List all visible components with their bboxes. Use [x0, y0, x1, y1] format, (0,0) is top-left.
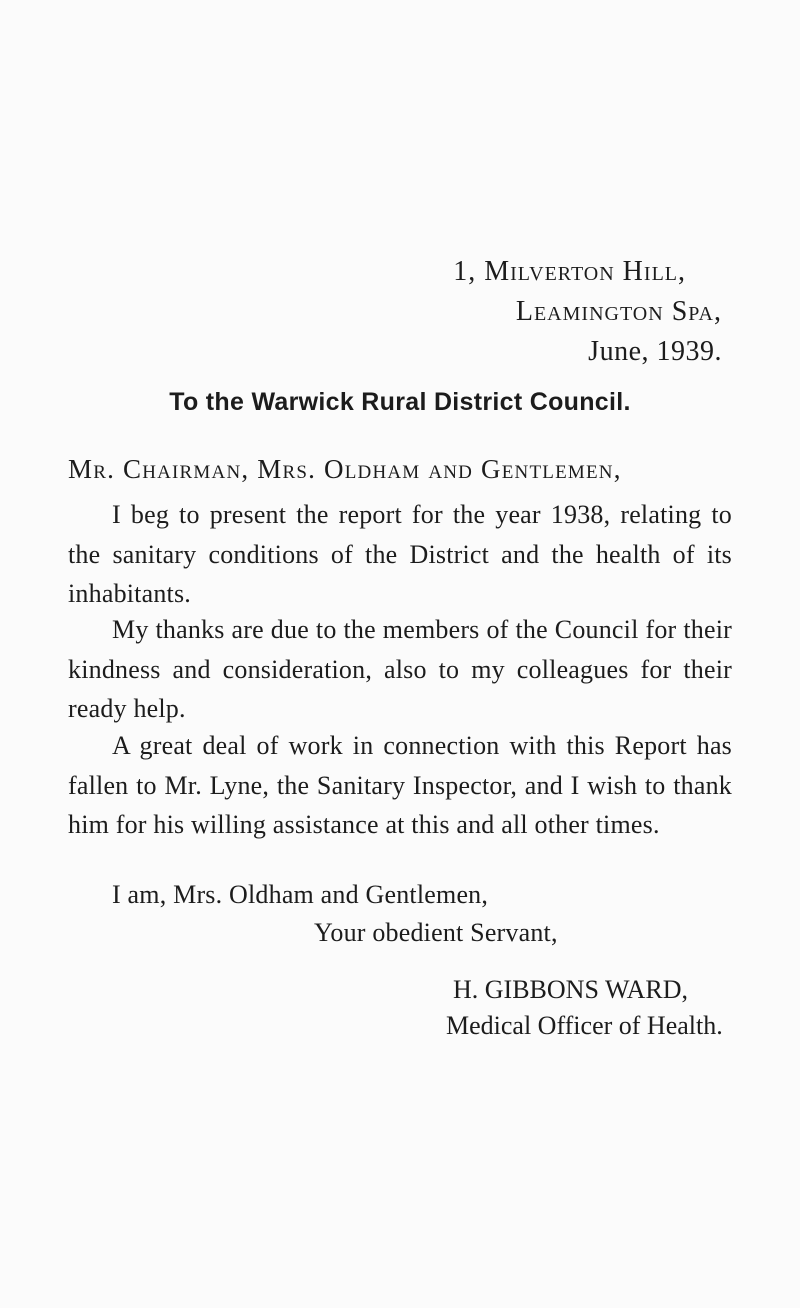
letter-date: June, 1939. [588, 336, 722, 367]
salutation: Mr. Chairman, Mrs. Oldham and Gentlemen, [68, 454, 622, 484]
paragraph-text: I beg to present the report for the year 1938, relating to the sanitary conditions of the District and the health of its inhabitants. [68, 500, 732, 608]
signature-block [446, 972, 723, 1044]
closing-line: I am, Mrs. Oldham and Gentlemen, [112, 880, 489, 909]
signatory-name: H. GIBBONS WARD, [453, 975, 688, 1004]
paragraph-text: My thanks are due to the members of the Council for their kindness and consideration, also to my colleagues for their ready help. [68, 615, 732, 723]
signatory-title: Medical Officer of Health. [446, 1011, 723, 1040]
address-line-1: 1, Milverton Hill, [453, 256, 686, 287]
valediction: Your obedient Servant, [314, 918, 558, 947]
paragraph-thanks [68, 610, 732, 729]
address-line-2: Leamington Spa, [515, 296, 722, 327]
recipient-heading: To the Warwick Rural District Council. [169, 388, 631, 416]
paragraph-report [68, 495, 732, 614]
paragraph-text: A great deal of work in connection with this Report has fallen to Mr. Lyne, the Sanitary Inspector, and I wish to thank him for his willing assistance at this and all other times. [68, 731, 732, 839]
paragraph-inspector [68, 726, 732, 845]
sender-address [453, 252, 722, 372]
